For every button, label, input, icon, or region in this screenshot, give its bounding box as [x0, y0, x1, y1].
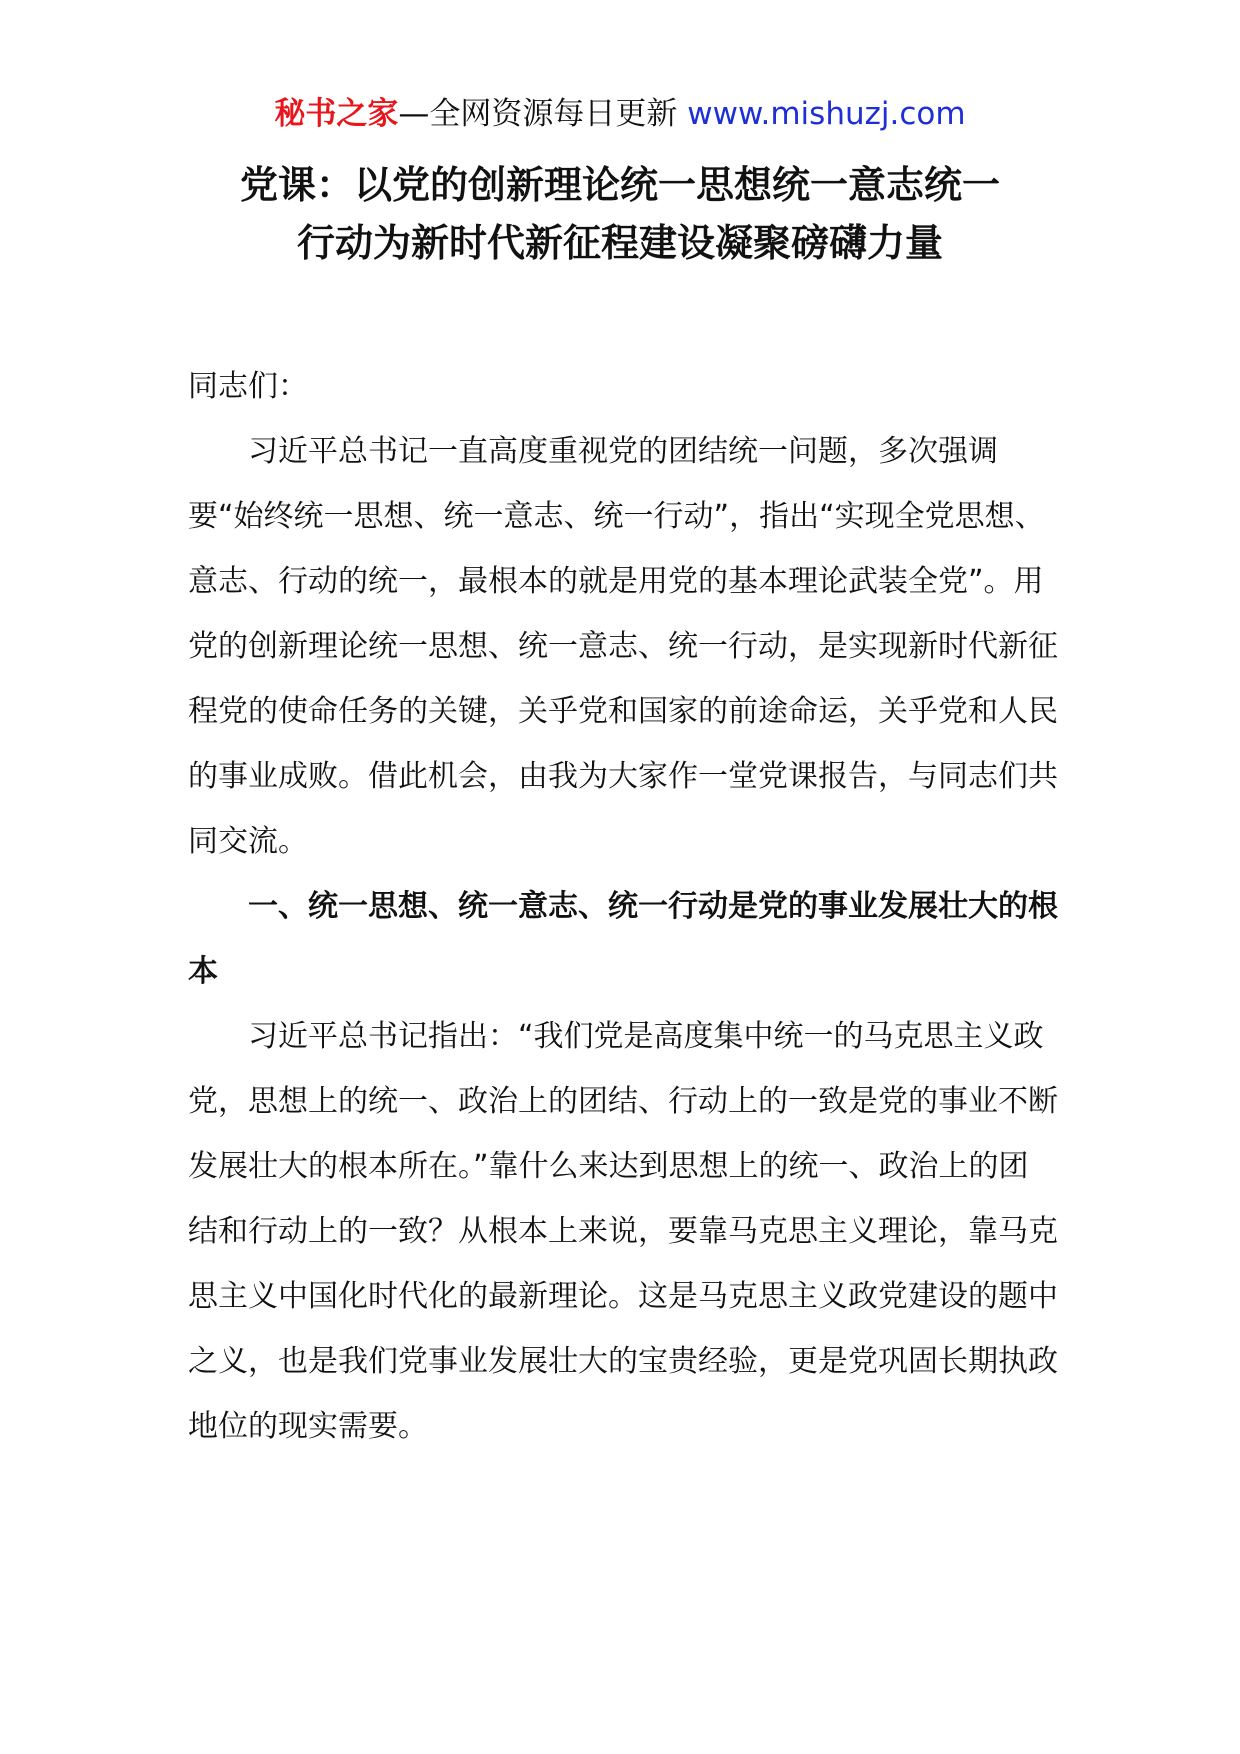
site-tagline: —全网资源每日更新: [398, 96, 678, 132]
paragraph-section-1: 习近平总书记指出：“我们党是高度集中统一的马克思主义政党，思想上的统一、政治上的团结、行动上的一致是党的事业不断发展壮大的根本所在。”靠什么来达到思想上的统一、政治上的团结和行动上的一致？从根本上来说，要靠马克思主义理论，靠马克思主义中国化时代化的最新理论。这是马克思主义政党建设的题中之义，也是我们党事业发展壮大的宝贵经验，更是党巩固长期执政地位的现实需要。: [188, 1019, 1058, 1444]
title-line-2: 行动为新时代新征程建设凝聚磅礴力量: [296, 221, 943, 265]
document-title: [150, 156, 1090, 272]
document-body: [188, 354, 1058, 1459]
paragraph-intro: 习近平总书记一直高度重视党的团结统一问题，多次强调要“始终统一思想、统一意志、统一行动”，指出“实现全党思想、意志、行动的统一，最根本的就是用党的基本理论武装全党”。用党的创新理论统一思想、统一意志、统一行动，是实现新时代新征程党的使命任务的关键，关乎党和国家的前途命运，关乎党和人民的事业成败。借此机会，由我为大家作一堂党课报告，与同志们共同交流。: [188, 434, 1058, 859]
site-url-link[interactable]: www.mishuzj.com: [687, 96, 966, 132]
title-line-1: 党课：以党的创新理论统一思想统一意志统一: [239, 163, 1000, 207]
salutation: 同志们：: [188, 369, 308, 404]
site-header: [0, 90, 1240, 138]
section-heading-1: 一、统一思想、统一意志、统一行动是党的事业发展壮大的根本: [188, 889, 1058, 989]
site-brand: 秘书之家: [274, 96, 399, 132]
